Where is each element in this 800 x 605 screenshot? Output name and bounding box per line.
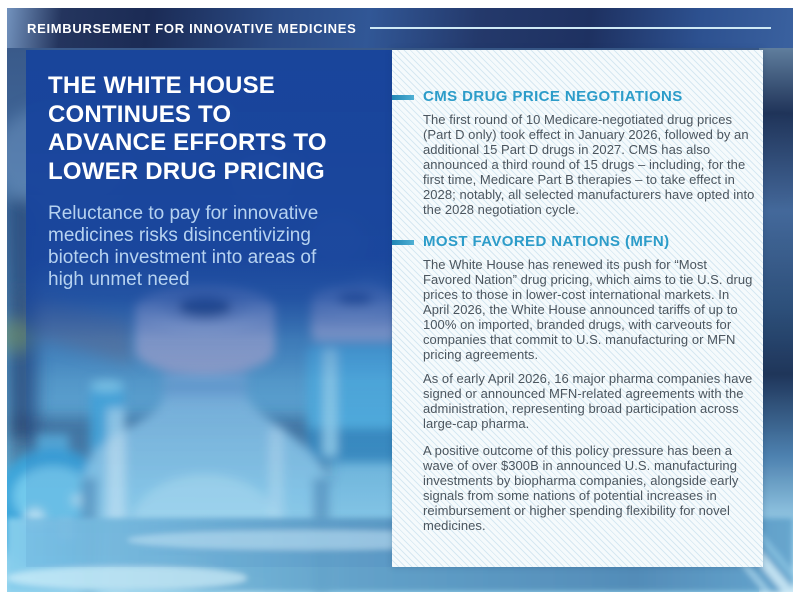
paragraph-mfn-2: As of early April 2026, 16 major pharma companies have signed or announced MFN-related agreements with the administration, representing broad participation across large-cap pharma. — [423, 371, 753, 431]
photo-right-strip — [759, 48, 793, 592]
header-rule — [370, 27, 771, 29]
hero-title-line: LOWER DRUG PRICING — [48, 157, 325, 185]
hero-title-line: CONTINUES TO — [48, 100, 232, 128]
hero-subtitle-line: high unmet need — [48, 269, 190, 290]
hero-title-line: ADVANCE EFFORTS TO — [48, 129, 327, 156]
hero-panel — [26, 50, 392, 567]
section-dash-icon — [392, 95, 414, 100]
hero-subtitle-line: biotech investment into areas of — [48, 247, 317, 268]
header-title: REIMBURSEMENT FOR INNOVATIVE MEDICINES — [27, 20, 357, 36]
info-panel — [392, 50, 763, 567]
section-title: MOST FAVORED NATIONS (MFN) — [423, 233, 670, 250]
section-dash-icon — [392, 240, 414, 245]
hero-title — [48, 72, 372, 186]
header-bar — [7, 8, 793, 48]
paragraph-cms-1: The first round of 10 Medicare-negotiated drug prices (Part D only) took effect in January 2026, followed by an additional 15 Part D drugs in 2027. CMS has also announced a third round of 15 drugs – including, for the first time, Medicare Part B therapies – to take effect in 2028; notably, all selected manufacturers have opted into the 2028 negotiation cycle. — [423, 112, 755, 217]
section-heading-cms — [392, 88, 763, 106]
hero-subtitle-line: medicines risks disincentivizing — [48, 225, 311, 246]
hero-title-line: THE WHITE HOUSE — [48, 72, 276, 99]
hero-subtitle — [48, 203, 372, 291]
section-heading-mfn — [392, 233, 763, 251]
hero-subtitle-line: Reluctance to pay for innovative — [48, 203, 319, 224]
paragraph-mfn-1: The White House has renewed its push for “Most Favored Nation” drug pricing, which aims to tie U.S. drug prices to those in lower-cost international markets. In April 2026, the White House announced tariffs of up to 100% on imported, branded drugs, with carveouts for companies that commit to U.S. manufacturing or MFN pricing agreements. — [423, 257, 753, 362]
section-title: CMS DRUG PRICE NEGOTIATIONS — [423, 88, 683, 105]
paragraph-mfn-3: A positive outcome of this policy pressure has been a wave of over $300B in announced U.S. manufacturing investments by biopharma companies, alongside early signals from some nations of potential increases in reimbursement or higher spending flexibility for novel medicines. — [423, 443, 739, 533]
